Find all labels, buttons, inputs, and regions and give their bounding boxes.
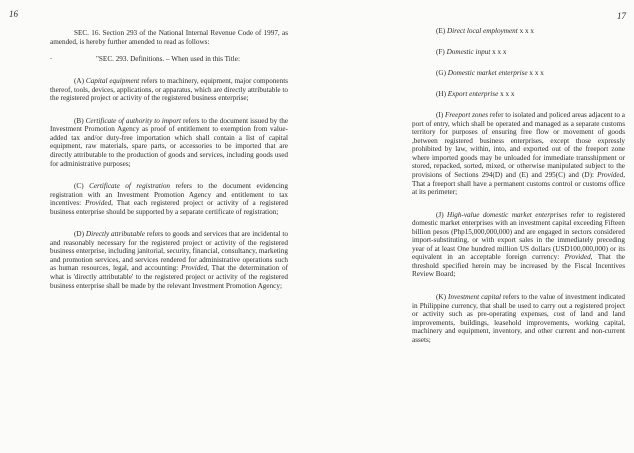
definition-j: (J) High-value domestic market enterprises refer to registered domestic market enterprises with an investment capital exceeding Fifteen billion pesos (Php15,000,000,000) and are engaged in sectors considered import-substituting, or with export sales in the immediately preceding year of at least One hundred million US dollars (USD100,000,000) or its equivalent in an acceptable foreign currency: Provided, That the threshold specified herein may be increased by the Fiscal Incentives Review Board; <box>412 210 625 279</box>
definition-c: (C) Certificate of registration refers to the document evidencing registration with an Investment Promotion Agency and entitlement to tax incentives: Provided, That each registered project or activity of a registered business enterprise should be supported by a separate certificate of registration; <box>50 182 288 216</box>
definition-f: (F) Domestic input x x x <box>436 48 507 57</box>
definition-b: (B) Certificate of authority to import refers to the document issued by the Investment Promotion Agency as proof of entitlement to exemption from value-added tax and/or duty-free importation which shall contain a list of capital equipment, raw materials, spare parts, or accessories to be imported that are directly attributable to the production of goods and services, including goods used for administrative purposes; <box>50 116 289 168</box>
left-column <box>50 29 288 290</box>
page-number: 17 <box>617 11 626 21</box>
definition-e: (E) Direct local employment x x x <box>436 27 534 35</box>
right-page <box>317 0 634 453</box>
definition-a: (A) Capital equipment refers to machinery, equipment, major components thereof, tools, devices, applications, or apparatus, which are directly attributable to the registered project or activity of the registered business enterprise; <box>50 77 288 103</box>
definition-g: (G) Domestic market enterprise x x x <box>436 69 544 78</box>
heading-text: "SEC. 293. Definitions. – When used in this Title: <box>96 54 240 63</box>
section-heading <box>50 55 288 64</box>
definition-k: (K) Investment capital refers to the value of investment indicated in Philippine currency, that shall be used to carry out a registered project or activity such as pre-operating expenses, cost of land and land improvements, buildings, leasehold improvements, working capital, machinery and equipment, inventory, and other current and non-current assets; <box>412 293 626 344</box>
page-number: 16 <box>9 9 18 19</box>
definition-h: (H) Export enterprise x x x <box>436 90 515 99</box>
section-intro: SEC. 16. Section 293 of the National Internal Revenue Code of 1997, as amended, is hereby further amended to read as follows: <box>50 29 288 46</box>
definition-d: (D) Directly attributable refers to goods and services that are incidental to and reasonably necessary for the registered project or activity of the registered business enterprise, including janitorial, security, financial, consultancy, marketing and promotion services, and services rendered for administrative operations such as human resources, legal, and accounting: Provided, That the determination of what is 'directly attributable' to the registered project or activity of the registered business enterprise shall be made by the relevant Investment Promotion Agency; <box>50 230 289 290</box>
right-column <box>412 27 625 344</box>
margin-mark: - <box>50 55 52 62</box>
definition-i: (I) Freeport zones refer to isolated and policed areas adjacent to a port of entry, which shall be operated and managed as a separate customs territory for purposes of ensuring free flow or movement of goods ,between registered business enterprises, except those expressly prohibited by law, within, into, and exported out of the freeport zone where imported goods may be unloaded for immediate transshipment or stored, repacked, sorted, mixed, or otherwise manipulated subject to the provisions of Sections 294(D) and (E) and 295(C) and (D): Provided, That a freeport shall have a permanent customs control or customs office at its perimeter; <box>412 111 625 197</box>
